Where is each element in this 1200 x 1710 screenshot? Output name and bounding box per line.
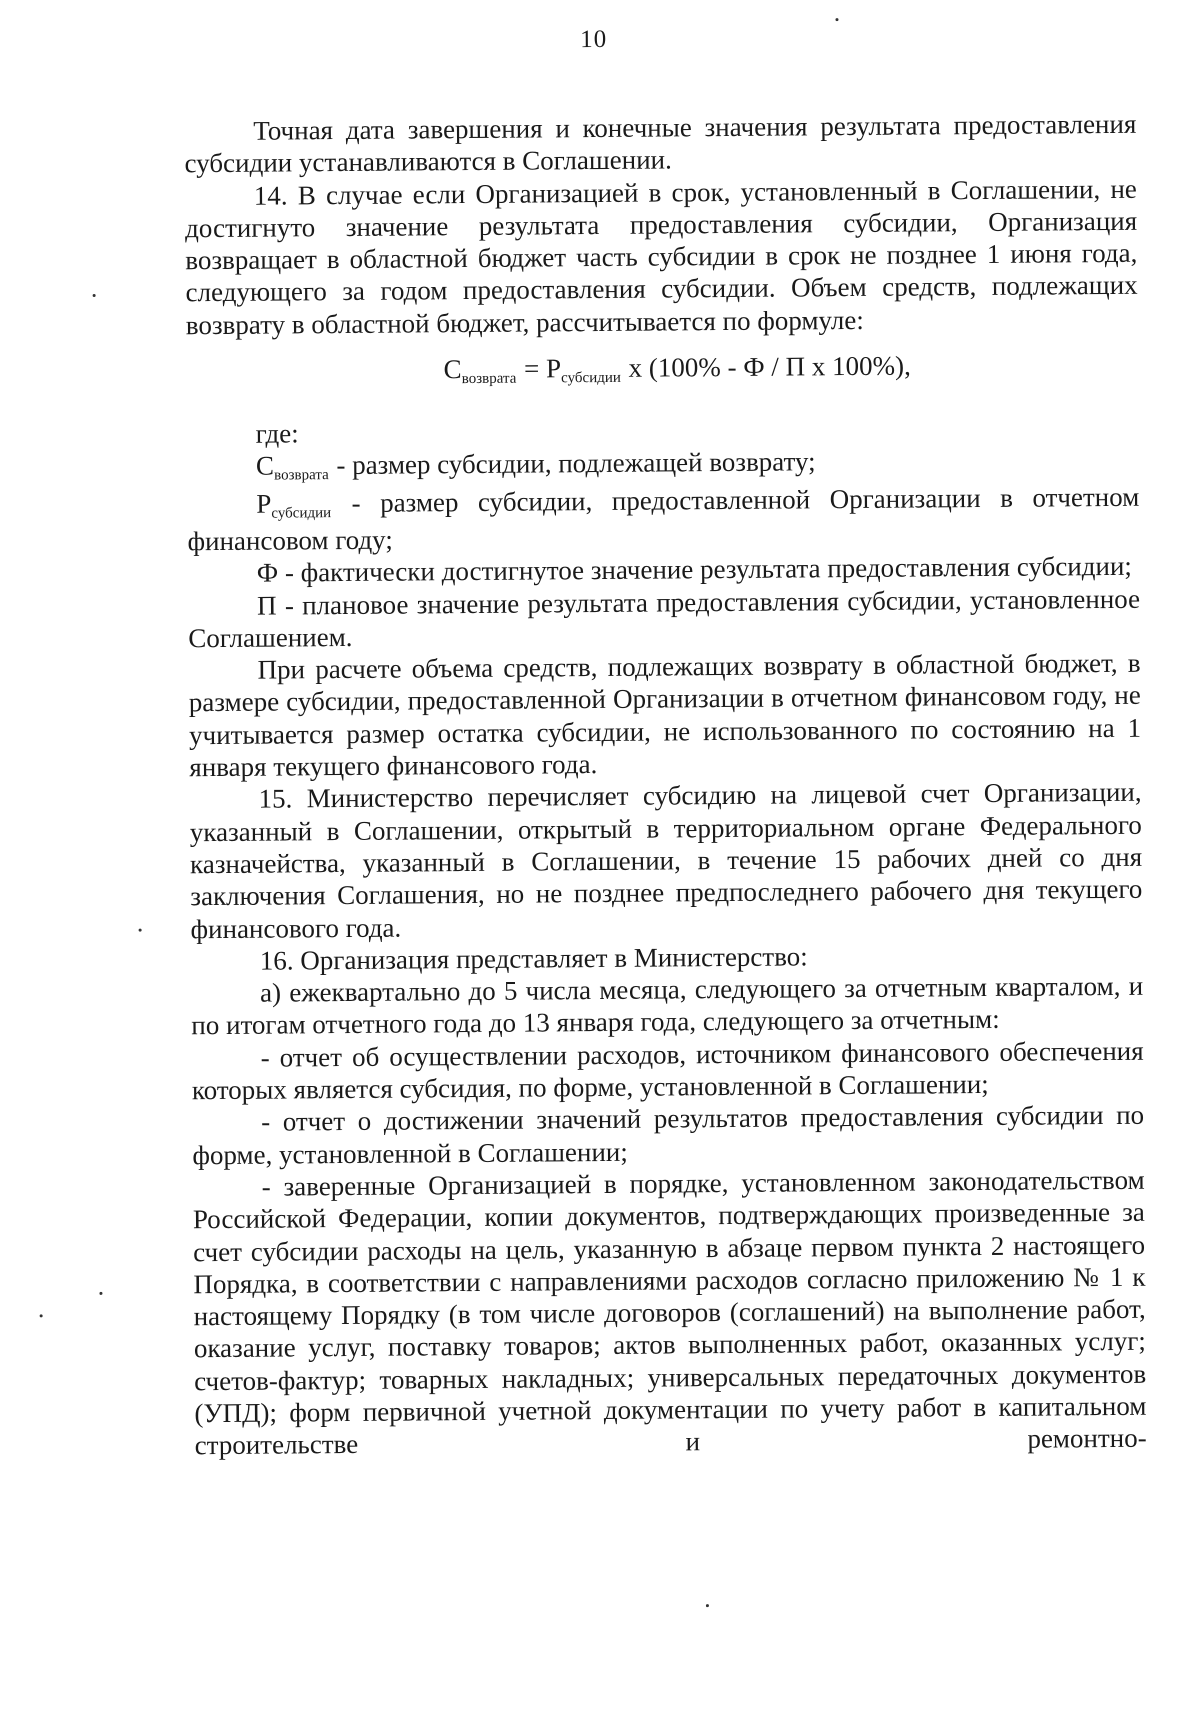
paragraph-14: 14. В случае если Организацией в срок, установленный в Соглашении, не достигнуто значение результата предоставления субсидии, Организация возвращает в областной бюджет часть субсидии в срок не позднее 1 июня года, следующего за годом предоставления субсидии. Объем средств, подлежащих возврату в областной бюджет, рассчитывается по формуле: [184,173,1138,341]
paragraph-calculation-note: При расчете объема средств, подлежащих возврату в областной бюджет, в размере субсидии, предоставленной Организации в отчетном финансовом году, не учитывается размер остатка субсидии, не использованного по состоянию на 1 января текущего финансового года. [188,647,1142,783]
formula-expression: х (100% - Ф / П х 100%), [621,350,911,383]
definition-p [187,480,1140,557]
formula-c-subscript: возврата [461,370,517,388]
paragraph-16-a: а) ежеквартально до 5 числа месяца, следующего за отчетным кварталом, и по итогам отчетного года до 13 января года, следующего за отчетным: [191,970,1144,1041]
scan-speck [706,1604,709,1607]
scan-speck [40,1314,43,1317]
scan-speck [835,18,838,21]
list-item-certified-copies: - заверенные Организацией в порядке, установленном законодательством Российской Федерации, копии документов, подтверждающих произведенные за счет субсидии расходы на цель, указанную в абзаце первом пункта 2 настоящего Порядка, в соответствии с направлениями расходов согласно приложению № 1 к настоящему Порядку (в том числе договоров (соглашений) на выполнение работ, оказание услуг, поставку товаров; актов выполненных работ, оказанных услуг; счетов-фактур; товарных накладных; универсальных передаточных документов (УПД); форм первичной учетной документации по учету работ в капитальном строительстве и ремонтно- [192,1164,1147,1461]
formula-c: С [443,354,462,385]
definition-p-symbol: Р [256,488,272,519]
list-item-expenses-report: - отчет об осуществлении расходов, источником финансового обеспечения которых является субсидия, по форме, установленной в Соглашении; [191,1035,1144,1106]
definition-f: Ф - фактически достигнутое значение результата предоставления субсидии; [256,551,1132,588]
list-item-results-report: - отчет о достижении значений результатов предоставления субсидии по форме, установленной в Соглашении; [192,1100,1145,1170]
paragraph-16: 16. Организация представляет в Министерство: [259,941,808,976]
definition-plan: П - плановое значение результата предоставления субсидии, установленное Соглашением. [188,583,1141,654]
definition-c-text: - размер субсидии, подлежащей возврату; [329,446,816,481]
page-number: 10 [580,25,608,54]
definition-c-subscript: возврата [274,467,329,484]
formula-p-subscript: субсидии [561,369,621,387]
paragraph-result-date: Точная дата завершения и конечные значения результата предоставления субсидии устанавливаются в Соглашении. [184,108,1137,179]
scan-speck [139,929,142,932]
document-body [184,108,1147,1462]
paragraph-15: 15. Министерство перечисляет субсидию на лицевой счет Организации, указанный в Соглашении, открытый в территориальном органе Федерального казначейства, указанный в Соглашении, в течение 15 рабочих дней со дня заключения Соглашения, но не позднее предпоследнего рабочего дня текущего финансового года. [189,777,1143,944]
formula-equals: = [517,353,547,384]
definition-p-subscript: субсидии [271,504,332,522]
scan-speck [93,294,96,297]
refund-formula [216,344,1138,396]
where-label: где: [255,418,299,449]
formula-p: Р [545,353,562,384]
definition-c-symbol: С [255,450,275,482]
scan-speck [99,1292,102,1295]
definition-p-text: - размер субсидии, предоставленной Организации в отчетном финансовом году; [187,481,1140,557]
